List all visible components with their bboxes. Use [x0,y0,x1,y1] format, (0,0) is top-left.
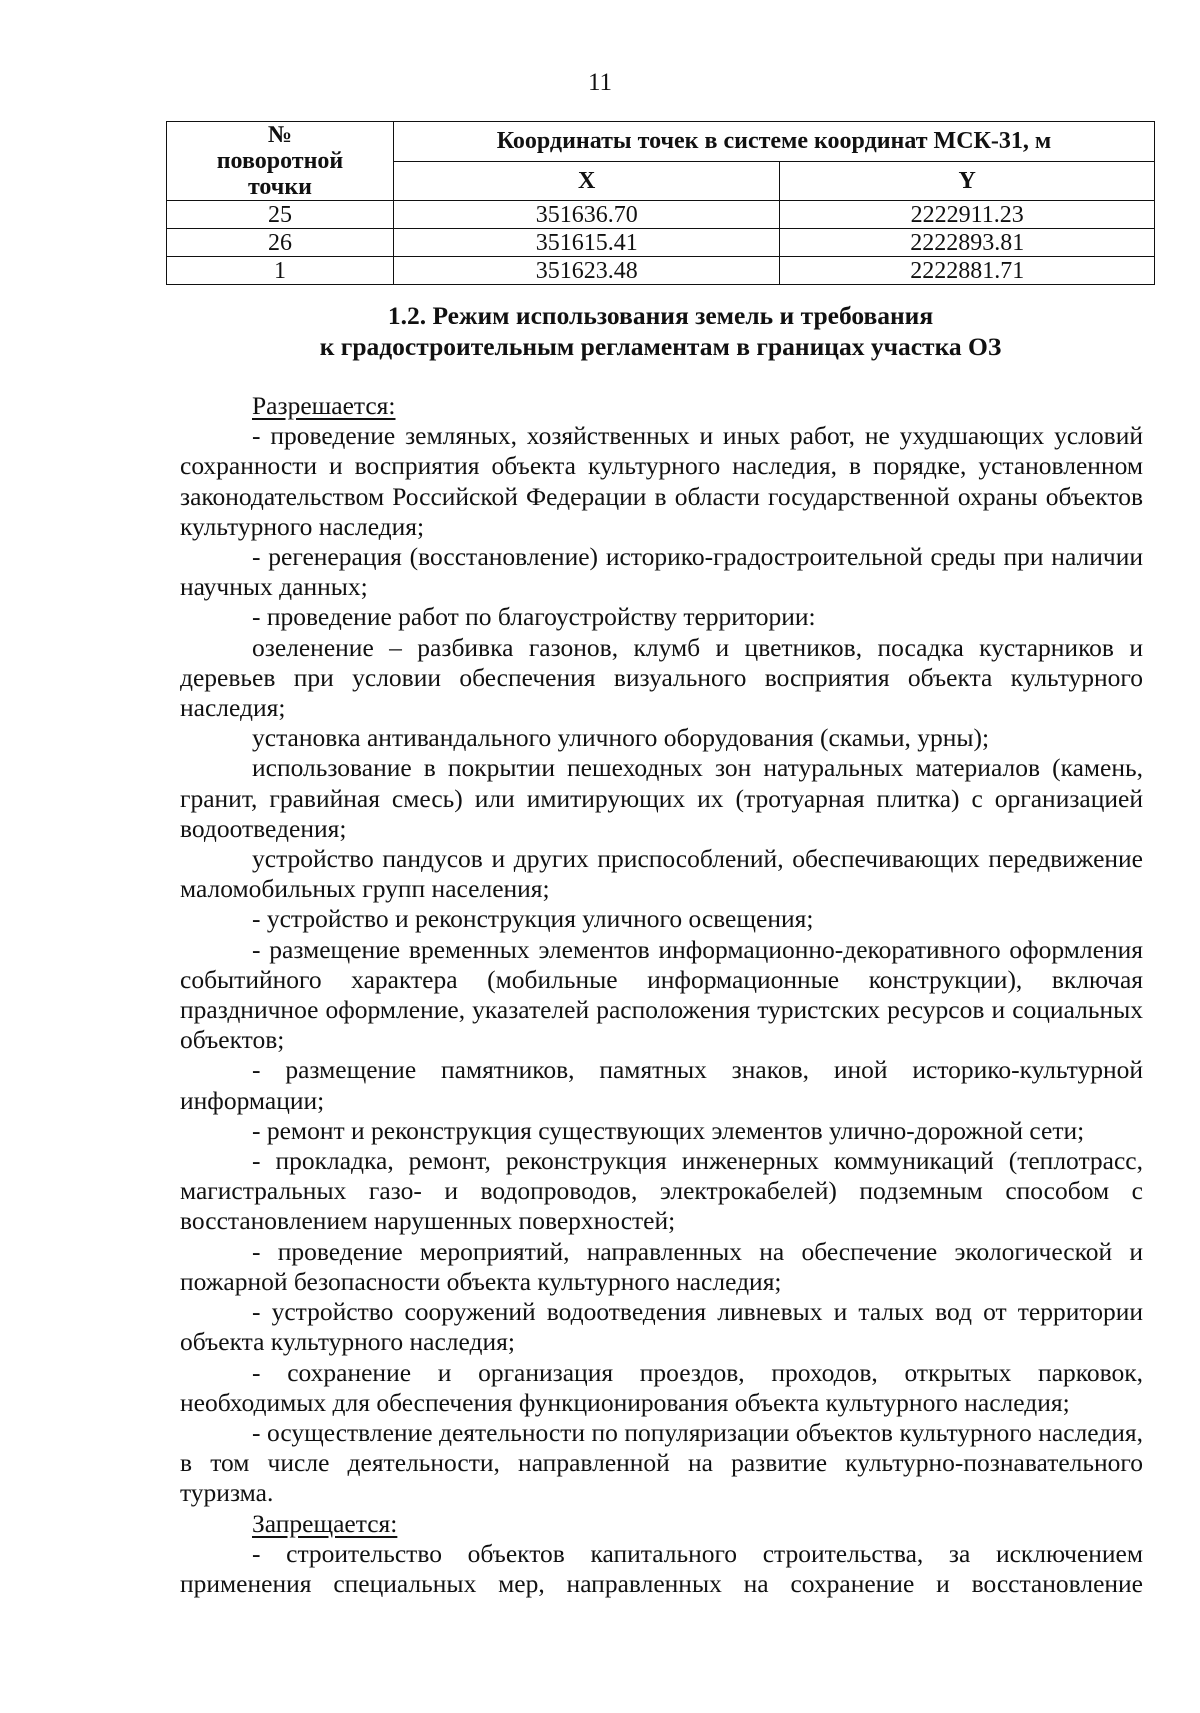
allowed-item: - проведение земляных, хозяйственных и иных работ, не ухудшающих условий сохранности и восприятия объекта культурного наследия, в порядке, установленном законодательством Российской Федерации в области государственной охраны объектов культурного наследия; [180,421,1143,541]
allowed-item: - устройство и реконструкция уличного освещения; [252,904,814,934]
header-point-number: № поворотной точки [167,122,394,201]
allowed-item: озеленение – разбивка газонов, клумб и цветников, посадка кустарников и деревьев при условии обеспечения визуального восприятия объекта культурного наследия; [180,632,1143,723]
cell-point: 26 [167,229,394,257]
allowed-item: - проведение мероприятий, направленных на обеспечение экологической и пожарной безопасности объекта культурного наследия; [180,1236,1143,1296]
coordinates-table [166,121,1155,285]
section-title [166,300,1155,362]
allowed-item: устройство пандусов и других приспособлений, обеспечивающих передвижение маломобильных групп населения; [180,844,1143,904]
table-row [167,257,1155,285]
header-coordinates: Координаты точек в системе координат МСК-31, м [393,122,1154,162]
allowed-item: - прокладка, ремонт, реконструкция инженерных коммуникаций (теплотрасс, магистральных газо- и водопроводов, электрокабелей) подземным способом с восстановлением нарушенных поверхностей; [180,1146,1143,1236]
cell-point: 25 [167,201,394,229]
cell-y: 2222911.23 [780,201,1155,229]
section-title-line2: к градостроительным регламентам в границах участка ОЗ [319,332,1002,361]
prohibited-heading: Запрещается: [252,1508,398,1538]
table-row [167,229,1155,257]
allowed-item: - размещение памятников, памятных знаков, иной историко-культурной информации; [180,1055,1143,1115]
header-y: Y [780,161,1155,201]
section-title-line1: 1.2. Режим использования земель и требования [387,301,934,330]
allowed-item: - проведение работ по благоустройству территории: [252,602,816,632]
prohibited-item: - строительство объектов капитального строительства, за исключением применения специальных мер, направленных на сохранение и восстановление [180,1538,1143,1598]
cell-x: 351623.48 [393,257,779,285]
table-row [167,201,1155,229]
cell-x: 351636.70 [393,201,779,229]
cell-point: 1 [167,257,394,285]
allowed-item: - ремонт и реконструкция существующих элементов улично-дорожной сети; [252,1115,1085,1145]
cell-y: 2222893.81 [780,229,1155,257]
allowed-item: - осуществление деятельности по популяризации объектов культурного наследия, в том числе деятельности, направленной на развитие культурно-познавательного туризма. [180,1417,1143,1508]
allowed-item: - сохранение и организация проездов, проходов, открытых парковок, необходимых для обеспечения функционирования объекта культурного наследия; [180,1357,1143,1417]
allowed-item: - размещение временных элементов информационно-декоративного оформления событийного характера (мобильные информационные конструкции), включая праздничное оформление, указателей расположения туристских ресурсов и социальных объектов; [180,934,1143,1055]
allowed-item: установка антивандального уличного оборудования (скамьи, урны); [252,723,990,753]
allowed-item: - устройство сооружений водоотведения ливневых и талых вод от территории объекта культурного наследия; [180,1297,1143,1357]
page-number: 11 [587,69,613,96]
document-body [180,391,1143,1599]
cell-x: 351615.41 [393,229,779,257]
allowed-heading: Разрешается: [252,391,396,420]
allowed-item: - регенерация (восстановление) историко-градостроительной среды при наличии научных данных; [180,542,1143,602]
cell-y: 2222881.71 [780,257,1155,285]
header-x: X [393,161,779,201]
allowed-item: использование в покрытии пешеходных зон натуральных материалов (камень, гранит, гравийная смесь) или имитирующих их (тротуарная плитка) с организацией водоотведения; [180,753,1143,843]
